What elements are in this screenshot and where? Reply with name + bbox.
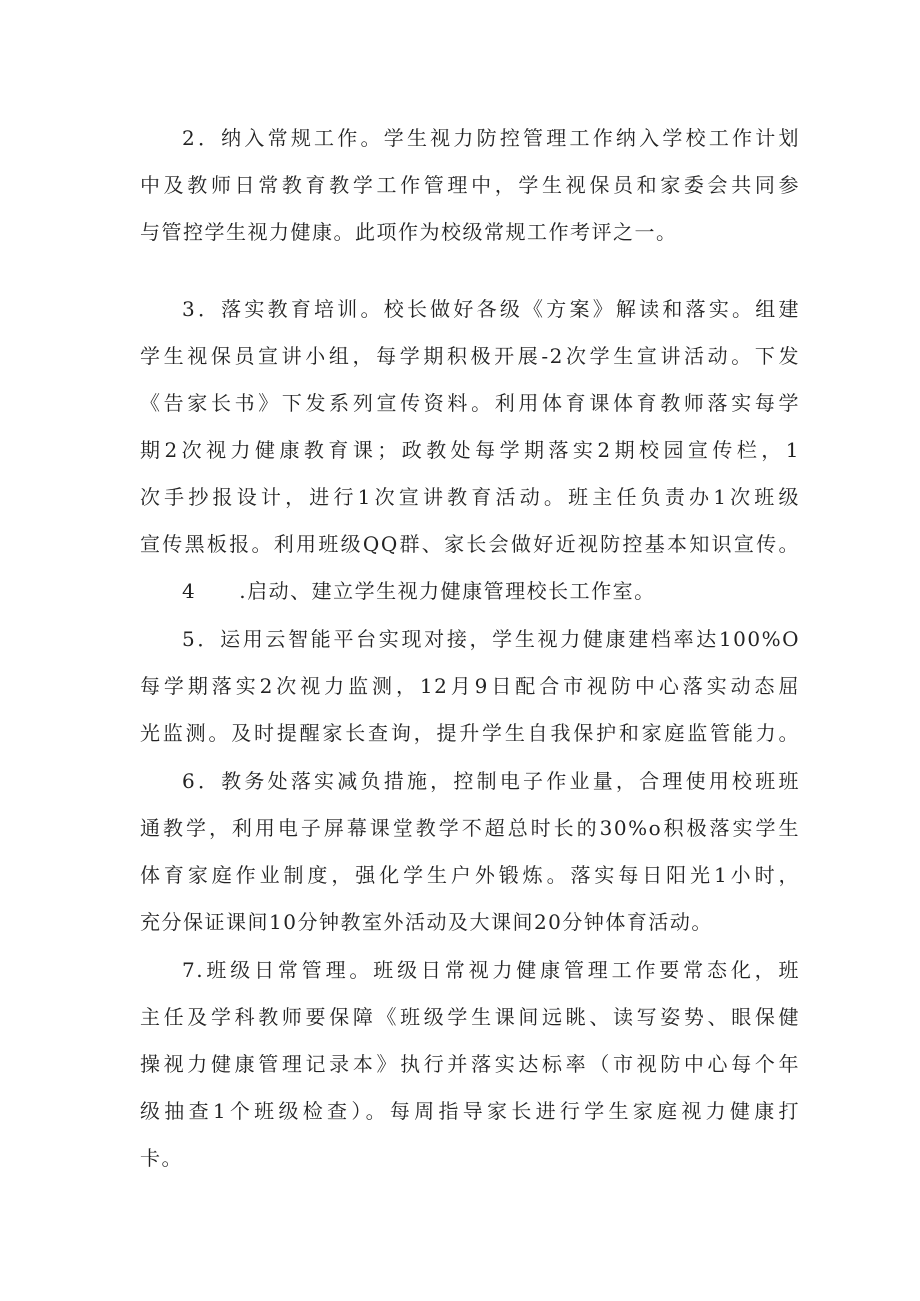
paragraph-6-line-1: 6．教务处落实减负措施，控制电子作业量，合理使用校班班 (182, 769, 800, 793)
paragraph-3-line-6: 宣传黑板报。利用班级QQ群、家长会做好近视防控基本知识宣传。 (140, 532, 800, 556)
paragraph-7-line-2: 主任及学科教师要保障《班级学生课间远眺、读写姿势、眼保健 (140, 1005, 800, 1029)
paragraph-5-line-1: 5．运用云智能平台实现对接，学生视力健康建档率达100%O (182, 627, 800, 651)
paragraph-7-line-1: 7.班级日常管理。班级日常视力健康管理工作要常态化，班 (182, 958, 800, 982)
paragraph-4-line-1: 4 .启动、建立学生视力健康管理校长工作室。 (182, 579, 656, 603)
paragraph-5-line-3: 光监测。及时提醒家长查询，提升学生自我保护和家庭监管能力。 (140, 721, 800, 745)
paragraph-5-line-2: 每学期落实2次视力监测，12月9日配合市视防中心落实动态屈 (140, 674, 800, 698)
paragraph-7-line-4: 级抽查1个班级检查）。每周指导家长进行学生家庭视力健康打 (140, 1099, 800, 1123)
paragraph-2-line-2: 中及教师日常教育教学工作管理中，学生视保员和家委会共同参 (140, 173, 800, 197)
paragraph-2-line-3: 与管控学生视力健康。此项作为校级常规工作考评之一。 (140, 220, 678, 244)
paragraph-7-line-5: 卡。 (140, 1146, 183, 1170)
paragraph-3-line-4: 期2次视力健康教育课；政教处每学期落实2期校园宣传栏，1 (140, 438, 800, 462)
paragraph-6-line-3: 体育家庭作业制度，强化学生户外锻炼。落实每日阳光1小时， (140, 863, 800, 887)
paragraph-6-line-2: 通教学，利用电子屏幕课堂教学不超总时长的30%o积极落实学生 (140, 816, 800, 840)
paragraph-3-line-2: 学生视保员宣讲小组，每学期积极开展-2次学生宣讲活动。下发 (140, 344, 800, 368)
paragraph-2-line-1: 2．纳入常规工作。学生视力防控管理工作纳入学校工作计划 (182, 126, 800, 150)
paragraph-3-line-1: 3．落实教育培训。校长做好各级《方案》解读和落实。组建 (182, 297, 800, 321)
paragraph-3-line-5: 次手抄报设计，进行1次宣讲教育活动。班主任负责办1次班级 (140, 485, 800, 509)
paragraph-6-line-4: 充分保证课间10分钟教室外活动及大课间20分钟体育活动。 (140, 910, 713, 934)
paragraph-3-line-3: 《告家长书》下发系列宣传资料。利用体育课体育教师落实每学 (140, 391, 800, 415)
paragraph-7-line-3: 操视力健康管理记录本》执行并落实达标率（市视防中心每个年 (140, 1052, 800, 1076)
